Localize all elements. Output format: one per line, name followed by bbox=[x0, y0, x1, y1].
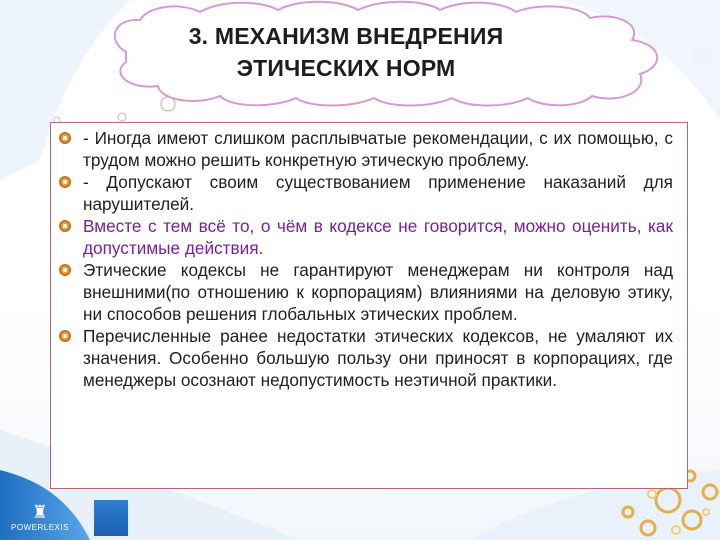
bullet-icon bbox=[59, 176, 71, 188]
page-title bbox=[96, 20, 596, 84]
logo-text: POWERLEXIS bbox=[11, 523, 69, 532]
bullet-text: Перечисленные ранее недостатки этических кодексов, не умаляют их значения. Особенно большую пользу они приносят в корпорациях, где менеджеры осознают недопустимость неэтичной практики. bbox=[83, 326, 673, 390]
bullet-text: - Допускают своим существованием применение наказаний для нарушителей. bbox=[83, 172, 673, 214]
bullet-text: Вместе с тем всё то, о чём в кодексе не говорится, можно оценить, как допустимые действия. bbox=[83, 216, 673, 258]
bullet-item bbox=[83, 171, 673, 215]
bullet-icon bbox=[59, 264, 71, 276]
bullet-text: Этические кодексы не гарантируют менеджерам ни контроля над внешними(по отношению к корпорациям) влияниями на деловую этику, ни способов решения глобальных этических проблем. bbox=[83, 260, 673, 324]
bullet-item bbox=[83, 127, 673, 171]
blue-square-decoration bbox=[94, 500, 128, 536]
corner-logo bbox=[10, 482, 70, 532]
bullet-item bbox=[83, 259, 673, 325]
bullet-icon bbox=[59, 220, 71, 232]
title-line-2: ЭТИЧЕСКИХ НОРМ bbox=[236, 55, 456, 81]
content-box bbox=[50, 122, 688, 489]
logo-figure-icon: ♜ bbox=[31, 502, 49, 522]
bullet-icon bbox=[59, 132, 71, 144]
bullet-list bbox=[51, 123, 687, 391]
bullet-item bbox=[83, 215, 673, 259]
bullet-item bbox=[83, 325, 673, 391]
bullet-icon bbox=[59, 330, 71, 342]
title-line-1: 3. МЕХАНИЗМ ВНЕДРЕНИЯ bbox=[188, 23, 504, 49]
bullet-text: - Иногда имеют слишком расплывчатые рекомендации, с их помощью, с трудом можно решить конкретную этическую проблему. bbox=[83, 128, 673, 170]
